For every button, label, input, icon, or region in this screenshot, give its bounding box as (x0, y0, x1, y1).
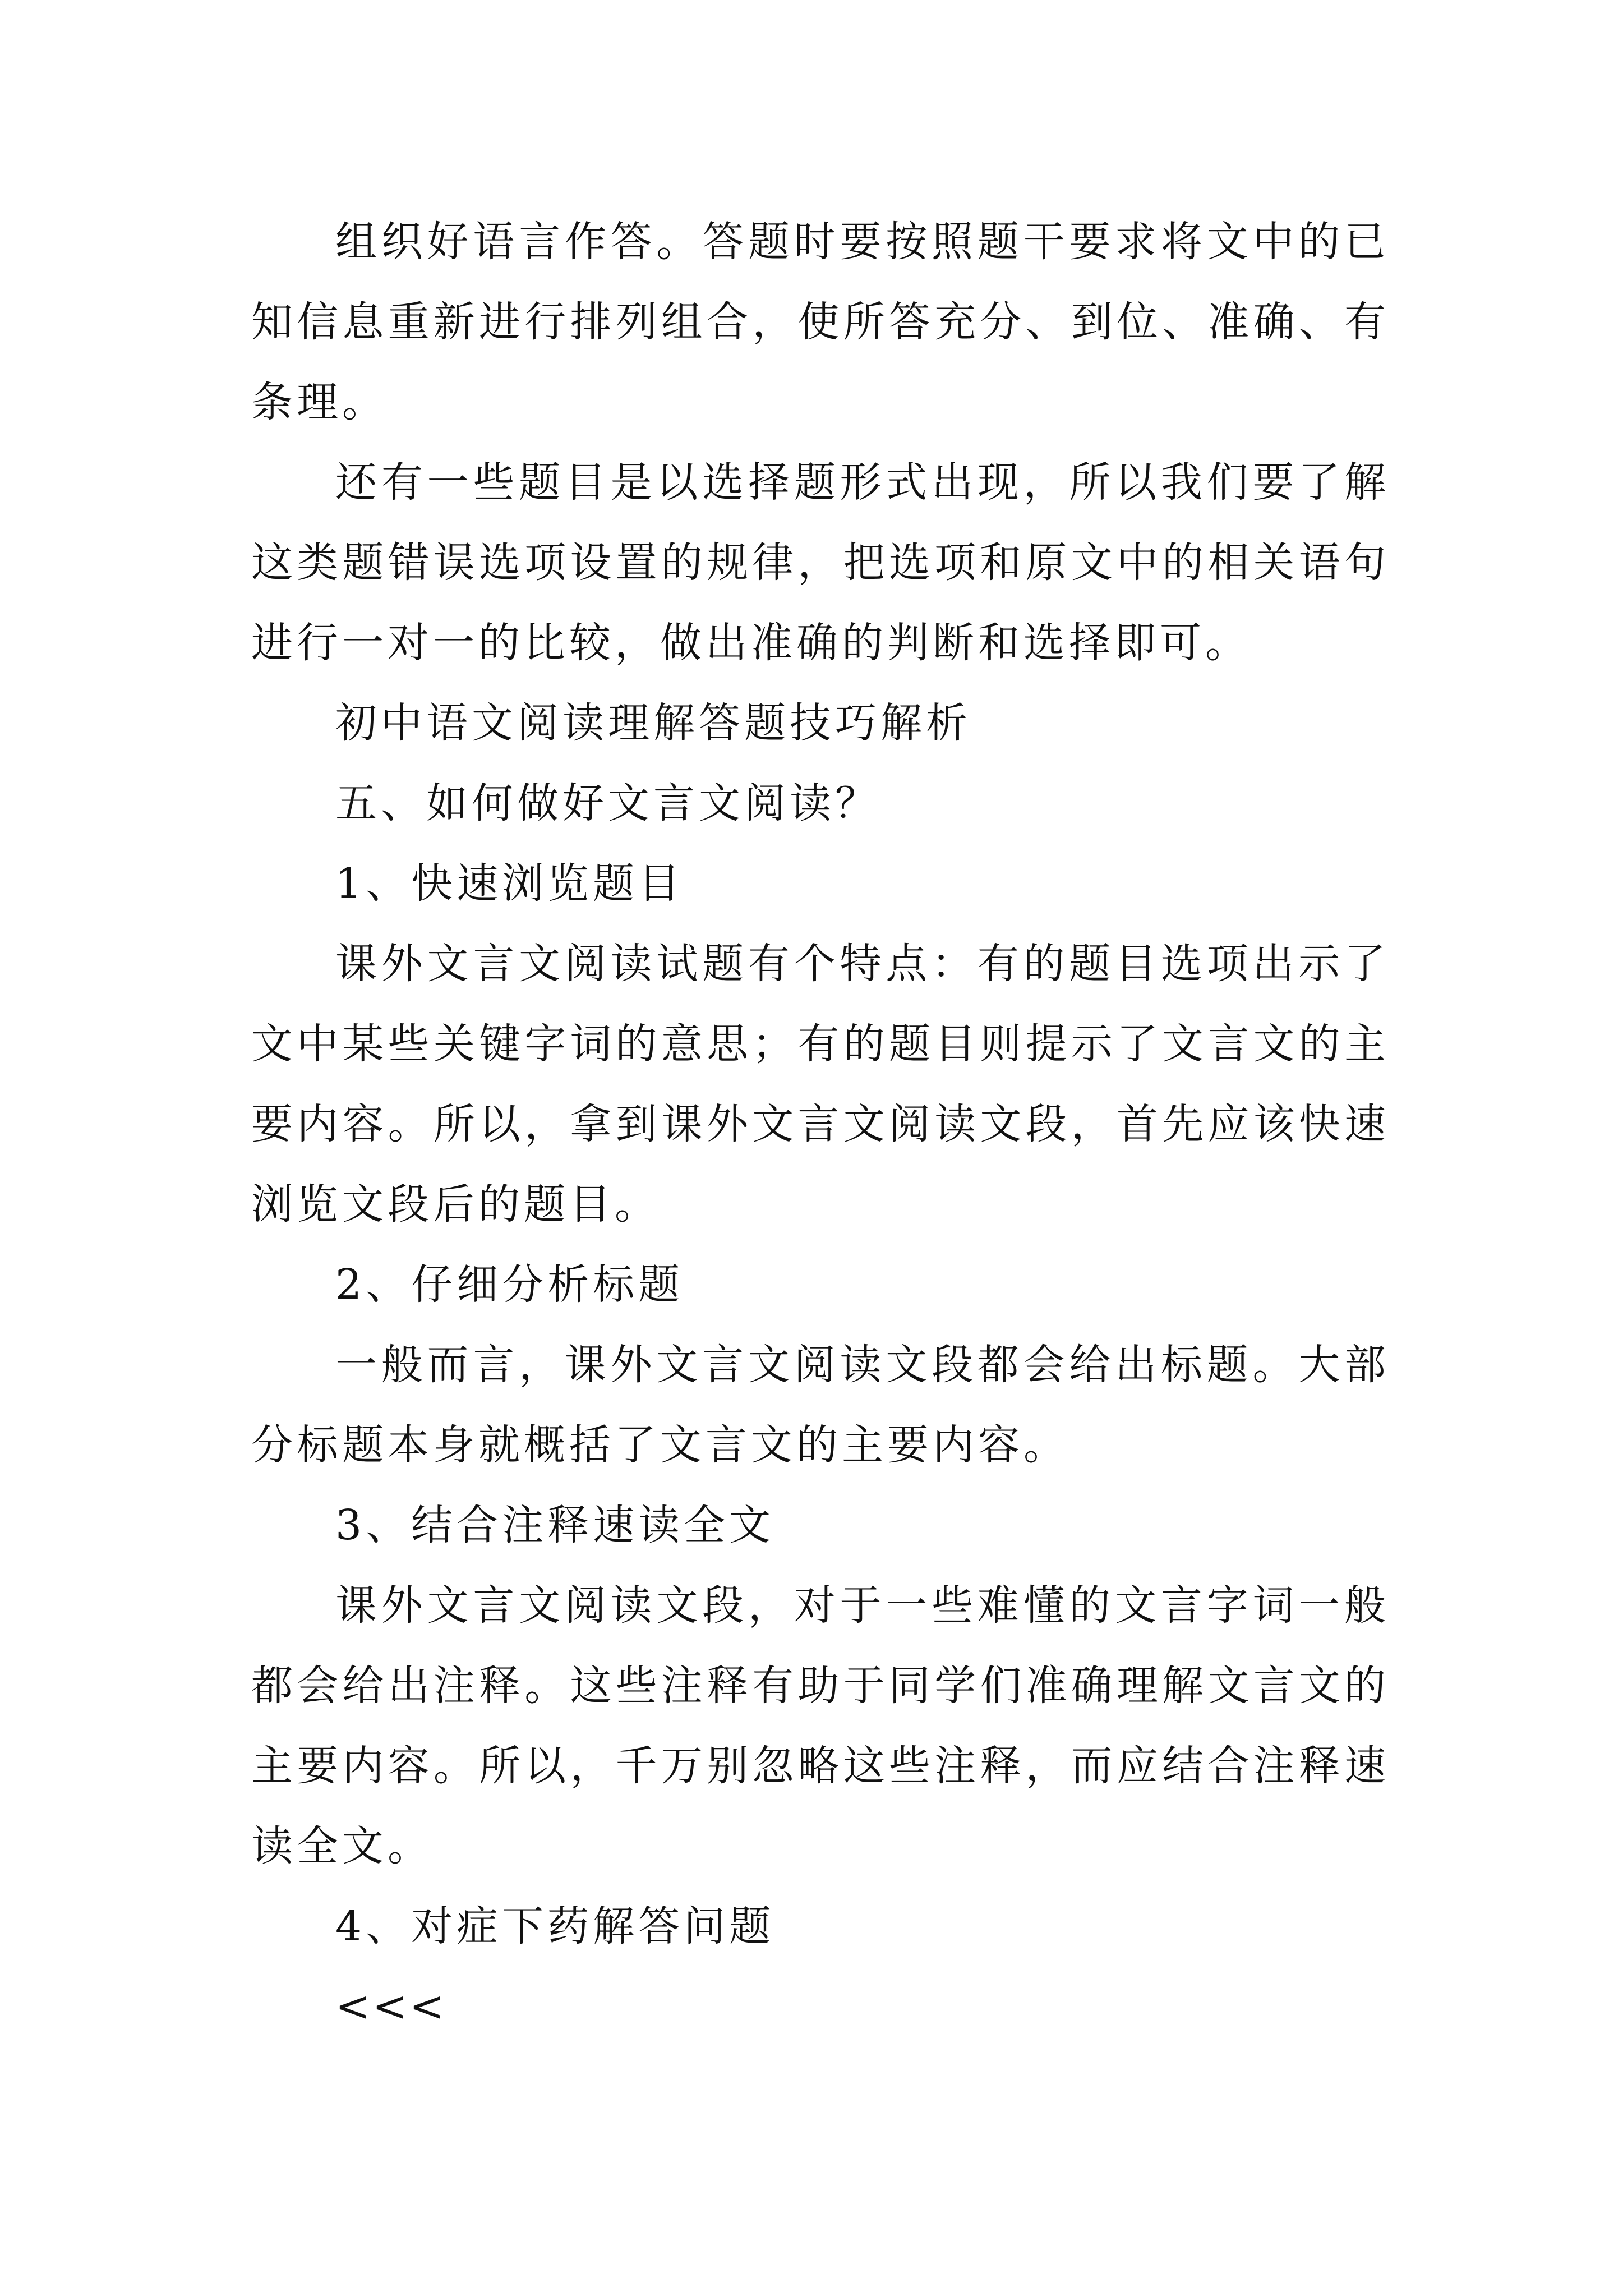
paragraph-multiple-choice: 还有一些题目是以选择题形式出现，所以我们要了解这类题错误选项设置的规律，把选项和原文中的相关语句进行一对一的比较，做出准确的判断和选择即可。 (251, 458, 1390, 667)
document-body (251, 202, 1390, 2047)
step-heading-1: 1、快速浏览题目 (335, 859, 684, 908)
paragraph-answer-organization: 组织好语言作答。答题时要按照题干要求将文中的已知信息重新进行排列组合，使所答充分、到位、准确、有条理。 (251, 218, 1390, 426)
paragraph-step-1: 课外文言文阅读试题有个特点：有的题目选项出示了文中某些关键字词的意思；有的题目则提示了文言文的主要内容。所以，拿到课外文言文阅读文段，首先应该快速浏览文段后的题目。 (251, 940, 1390, 1228)
section-title: 初中语文阅读理解答题技巧解析 (335, 699, 971, 747)
step-heading-4: 4、对症下药解答问题 (335, 1902, 775, 1950)
paragraph-step-2: 一般而言，课外文言文阅读文段都会给出标题。大部分标题本身就概括了文言文的主要内容。 (251, 1341, 1390, 1469)
paragraph-step-3: 课外文言文阅读文段，对于一些难懂的文言字词一般都会给出注释。这些注释有助于同学们准确理解文言文的主要内容。所以，千万别忽略这些注释，而应结合注释速读全文。 (251, 1581, 1390, 1870)
section-heading-classical-reading: 五、如何做好文言文阅读？ (335, 779, 880, 827)
step-heading-2: 2、仔细分析标题 (335, 1260, 684, 1309)
continuation-marker: <<< (335, 1982, 447, 2031)
step-heading-3: 3、结合注释速读全文 (335, 1501, 775, 1549)
